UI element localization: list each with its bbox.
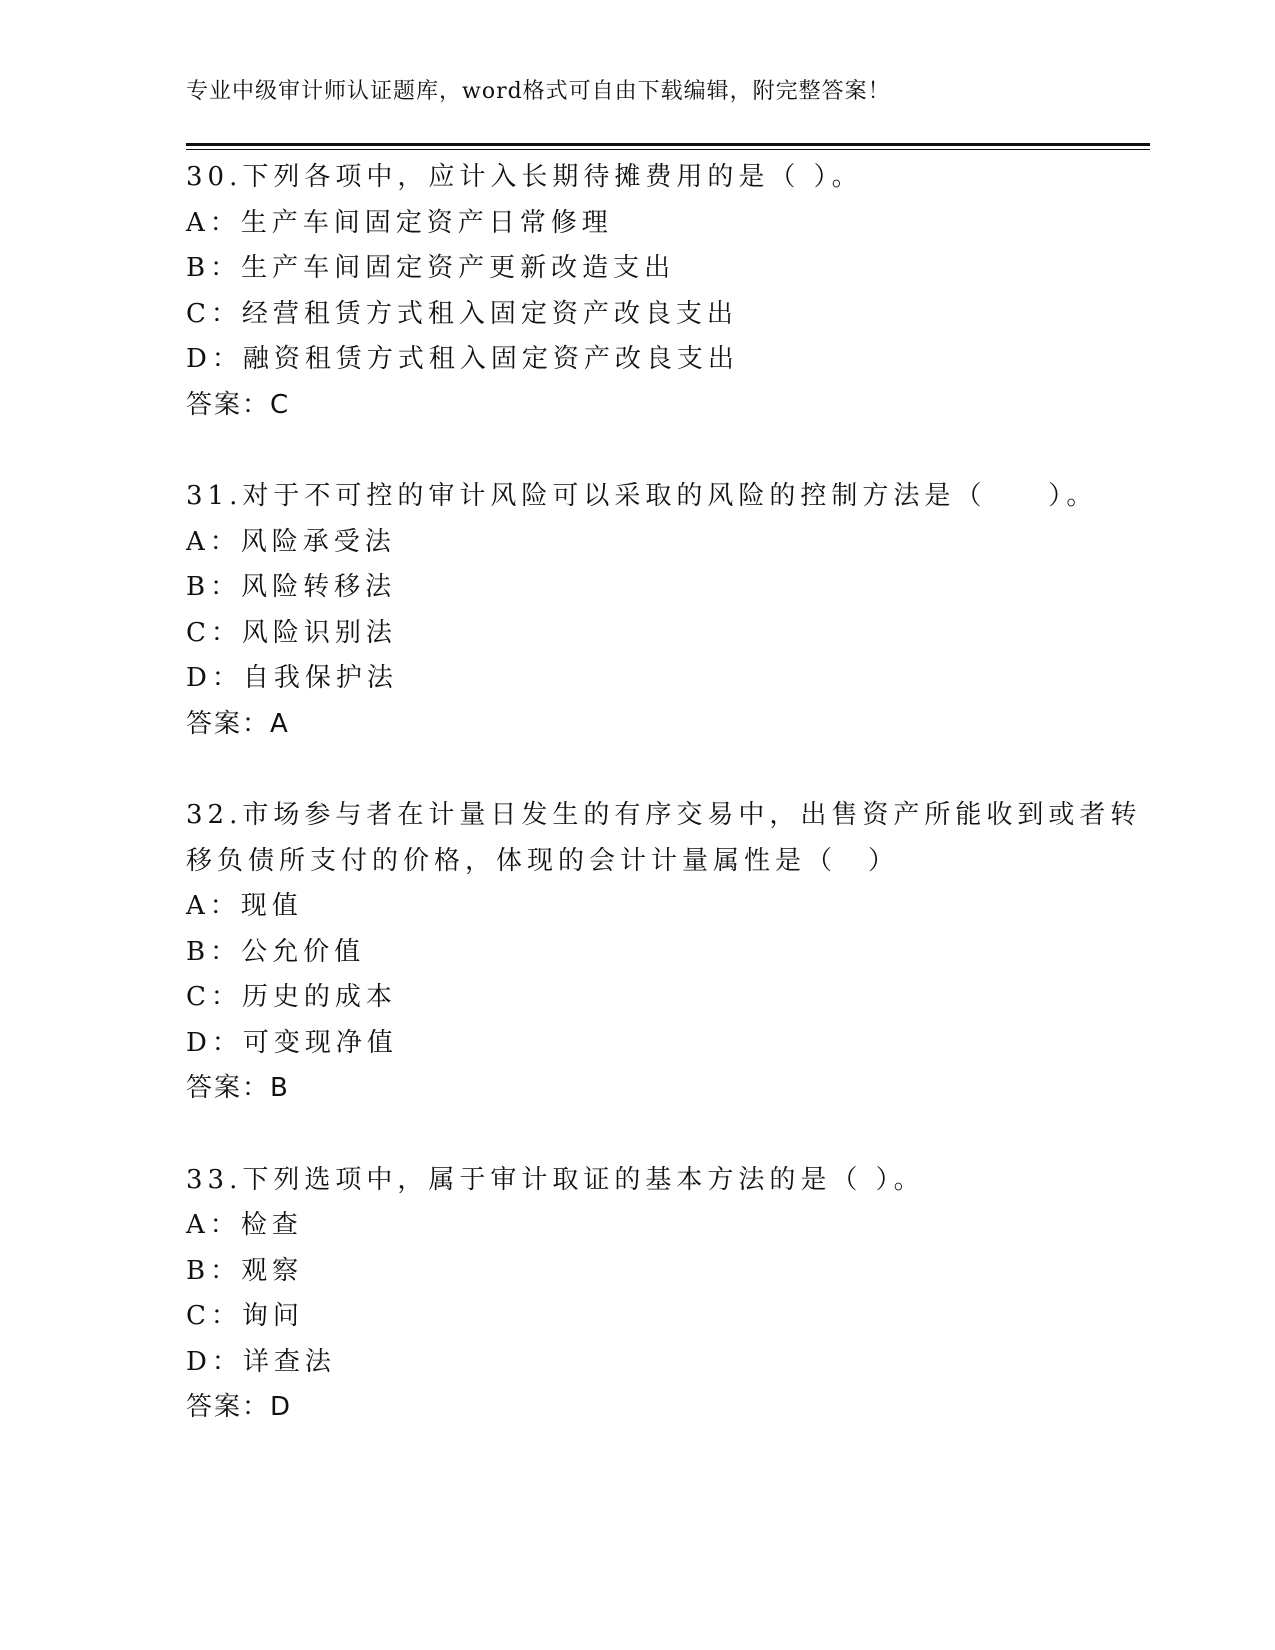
question-30 <box>186 155 1086 428</box>
question-stem: 31.对于不可控的审计风险可以采取的风险的控制方法是（ ）。 <box>186 481 1098 511</box>
option-c: C：询问 <box>186 1301 304 1331</box>
header-rule-thick <box>186 143 1150 146</box>
question-32 <box>186 793 1142 1112</box>
option-a: A：风险承受法 <box>186 526 396 557</box>
question-stem: 30.下列各项中，应计入长期待摊费用的是（ ）。 <box>186 162 863 192</box>
option-c: C：历史的成本 <box>186 982 397 1012</box>
option-b: B：生产车间固定资产更新改造支出 <box>186 253 676 283</box>
option-a: A：生产车间固定资产日常修理 <box>186 207 613 238</box>
question-31 <box>186 474 1098 747</box>
option-d: D：可变现净值 <box>186 1027 398 1058</box>
option-b: B：观察 <box>186 1255 304 1286</box>
option-b: B：风险转移法 <box>186 572 397 602</box>
header-rule-thin <box>186 149 1150 150</box>
answer: 答案：C <box>186 389 291 420</box>
question-33 <box>186 1158 1086 1431</box>
option-c: C：风险识别法 <box>186 617 397 648</box>
answer: 答案：A <box>186 708 290 739</box>
question-list <box>186 155 1142 1477</box>
option-d: D：融资租赁方式租入固定资产改良支出 <box>186 344 739 374</box>
option-a: A：检查 <box>186 1210 303 1240</box>
answer: 答案：B <box>186 1073 290 1103</box>
page-header: 专业中级审计师认证题库，word格式可自由下载编辑，附完整答案！ <box>186 79 891 104</box>
option-c: C：经营租赁方式租入固定资产改良支出 <box>186 298 738 329</box>
option-a: A：现值 <box>186 891 303 921</box>
answer: 答案：D <box>186 1392 293 1422</box>
question-stem: 33.下列选项中，属于审计取证的基本方法的是（ ）。 <box>186 1164 925 1195</box>
option-b: B：公允价值 <box>186 936 366 967</box>
question-stem-continued: 移负债所支付的价格，体现的会计计量属性是（ ） <box>186 845 900 876</box>
option-d: D：自我保护法 <box>186 663 398 693</box>
option-d: D：详查法 <box>186 1346 336 1377</box>
question-stem: 32.市场参与者在计量日发生的有序交易中，出售资产所能收到或者转 <box>186 800 1142 830</box>
